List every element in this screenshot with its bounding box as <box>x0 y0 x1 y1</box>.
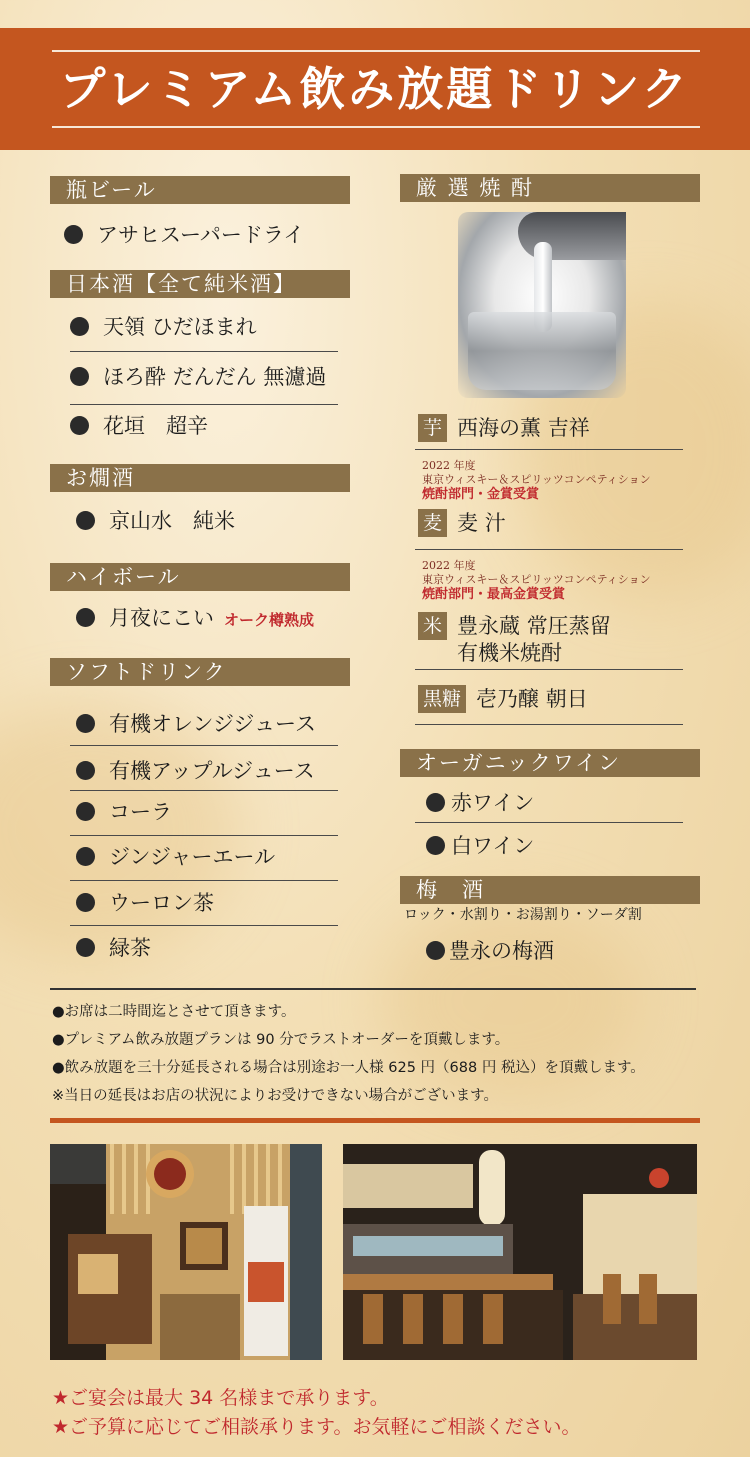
category-tag: 米 <box>418 612 447 640</box>
divider <box>70 880 338 881</box>
bullet-icon <box>426 941 445 960</box>
category-tag: 黒糖 <box>418 685 466 713</box>
note-line: ※当日の延長はお店の状況によりお受けできない場合がございます。 <box>52 1088 498 1104</box>
list-item: 有機オレンジジュース <box>76 709 316 739</box>
section-heading-beer: 瓶ビール <box>50 176 350 204</box>
divider <box>70 835 338 836</box>
list-item: 白ワイン <box>426 831 534 861</box>
umeshu-styles: ロック・水割り・お湯割り・ソーダ割 <box>404 907 642 923</box>
award-note-1: 2022 年度 東京ウィスキー＆スピリッツコンペティション 焼酎部門・金賞受賞 <box>422 459 651 502</box>
list-item: 天領 ひだほまれ <box>70 312 257 342</box>
list-item: 緑茶 <box>76 933 151 963</box>
bullet-icon <box>76 802 95 821</box>
title-banner <box>0 28 750 150</box>
divider <box>70 790 338 791</box>
bullet-icon <box>70 416 89 435</box>
shochu-glass-photo <box>458 212 626 398</box>
list-item: コーラ <box>76 797 172 827</box>
category-tag: 芋 <box>418 414 447 442</box>
shochu-item-kokuto: 黒糖 壱乃醸 朝日 <box>418 684 588 714</box>
list-item: ほろ酔 だんだん 無濾過 <box>70 362 326 392</box>
section-heading-wine: オーガニックワイン <box>400 749 700 777</box>
shochu-item-kome-line2: 有機米焼酎 <box>457 641 562 665</box>
category-tag: 麦 <box>418 509 447 537</box>
bullet-icon <box>76 511 95 530</box>
bullet-icon <box>76 608 95 627</box>
note-line: ●プレミアム飲み放題プランは 90 分でラストオーダーを頂戴します。 <box>52 1032 510 1048</box>
divider <box>415 549 683 550</box>
section-heading-soft-drinks: ソフトドリンク <box>50 658 350 686</box>
list-item: 京山水 純米 <box>76 506 235 536</box>
section-heading-umeshu: 梅 酒 <box>400 876 700 904</box>
bullet-icon <box>426 793 445 812</box>
divider <box>415 822 683 823</box>
shochu-item-kome: 米 豊永蔵 常圧蒸留 <box>418 611 611 641</box>
divider <box>70 745 338 746</box>
glass-shape <box>468 312 616 390</box>
note-line: ●飲み放題を三十分延長される場合は別途お一人様 625 円（688 円 税込）を頂戴します。 <box>52 1060 645 1076</box>
divider <box>415 449 683 450</box>
footer-line: ★ご予算に応じてご相談承ります。お気軽にご相談ください。 <box>52 1416 581 1438</box>
section-heading-sake: 日本酒【全て純米酒】 <box>50 270 350 298</box>
interior-photo <box>343 1144 697 1360</box>
divider <box>415 724 683 725</box>
bullet-icon <box>64 225 83 244</box>
shochu-item-imo: 芋 西海の薫 吉祥 <box>418 413 590 443</box>
list-item: 月夜にこい オーク樽熟成 <box>76 603 314 635</box>
bullet-icon <box>426 836 445 855</box>
footer-line: ★ご宴会は最大 34 名様まで承ります。 <box>52 1387 389 1409</box>
bullet-icon <box>70 317 89 336</box>
bullet-icon <box>76 938 95 957</box>
bullet-icon <box>76 714 95 733</box>
list-item: 豊永の梅酒 <box>426 936 554 966</box>
list-item: ウーロン茶 <box>76 888 214 918</box>
orange-divider <box>50 1118 700 1123</box>
bullet-icon <box>76 761 95 780</box>
section-heading-warm-sake: お燗酒 <box>50 464 350 492</box>
oak-note: オーク樽熟成 <box>224 611 315 629</box>
banner-rule-bottom <box>52 126 700 128</box>
divider <box>70 404 338 405</box>
list-item: ジンジャーエール <box>76 842 275 872</box>
shochu-item-mugi: 麦 麦 汁 <box>418 508 506 538</box>
storefront-photo <box>50 1144 322 1360</box>
note-line: ●お席は二時間迄とさせて頂きます。 <box>52 1004 296 1020</box>
bullet-icon <box>76 893 95 912</box>
list-item: 有機アップルジュース <box>76 756 315 786</box>
page-title: プレミアム飲み放題ドリンク <box>59 62 691 116</box>
list-item: アサヒスーパードライ <box>64 220 304 250</box>
divider <box>415 669 683 670</box>
award-note-2: 2022 年度 東京ウィスキー＆スピリッツコンペティション 焼酎部門・最高金賞受賞 <box>422 559 651 602</box>
bullet-icon <box>70 367 89 386</box>
list-item: 赤ワイン <box>426 788 534 818</box>
bullet-icon <box>76 847 95 866</box>
list-item: 花垣 超辛 <box>70 411 208 441</box>
notes-rule <box>50 988 696 990</box>
section-heading-highball: ハイボール <box>50 563 350 591</box>
divider <box>70 351 338 352</box>
section-heading-shochu: 厳 選 焼 酎 <box>400 174 700 202</box>
divider <box>70 925 338 926</box>
